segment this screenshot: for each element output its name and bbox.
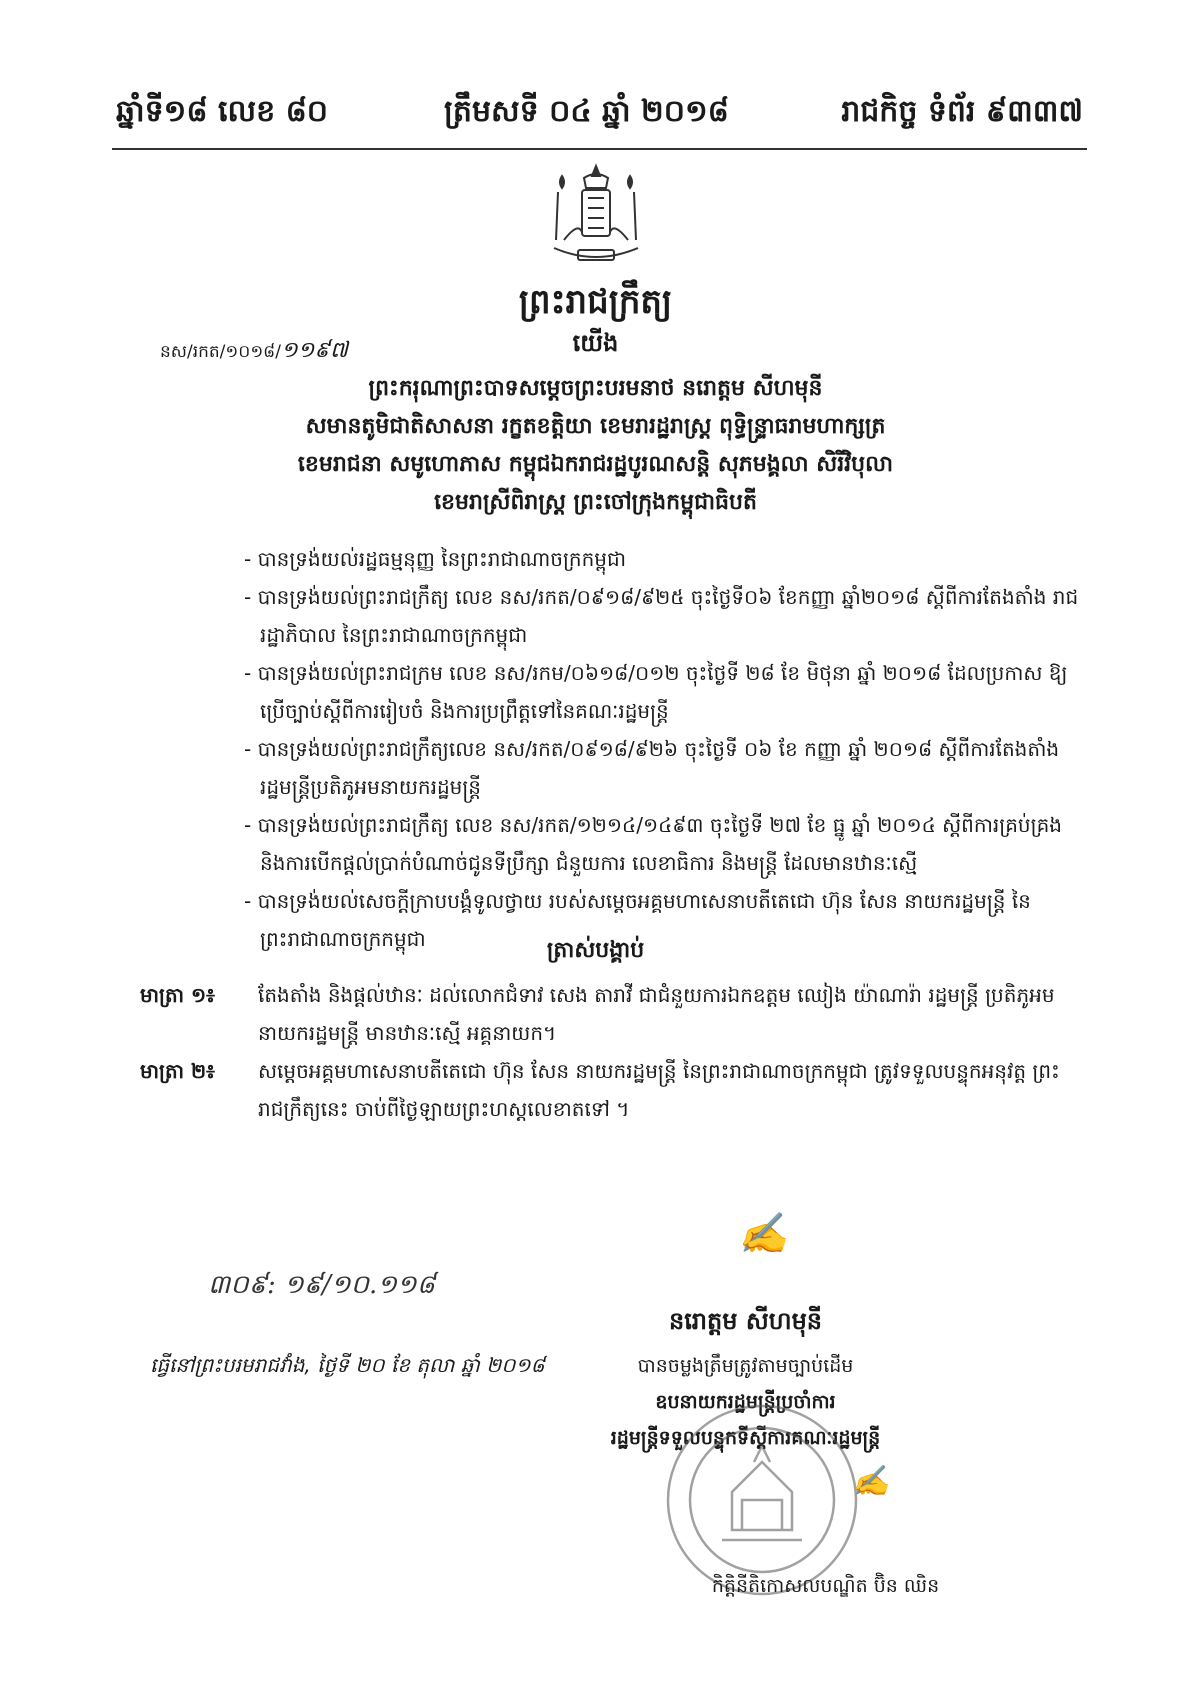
signer-name: នរោត្តម សីហមុនី	[668, 1307, 823, 1335]
order-heading: ត្រាស់បង្គាប់	[546, 938, 645, 963]
header-divider	[112, 148, 1087, 150]
certification-line: បានចម្លងត្រឹមត្រូវតាមច្បាប់ដើម	[637, 1355, 854, 1377]
preamble-item: - បានទ្រង់យល់ព្រះរាជក្រឹត្យ លេខ នស/រកត/០៩១៨/៩២៥ ចុះថ្ងៃទី០៦ ខែកញ្ញា ឆ្នាំ២០១៨ ស្តីពីការតែងតាំង រាជរដ្ឋាភិបាល នៃព្រះរាជាណាចក្រកម្ពុជា	[244, 585, 1079, 647]
article-text: សម្តេចអគ្គមហាសេនាបតីតេជោ ហ៊ុន សែន នាយករដ្ឋមន្ត្រី នៃព្រះរាជាណាចក្រកម្ពុជា ត្រូវទទួលបន្ទុកអនុវត្ត ព្រះរាជក្រឹត្យនេះ ចាប់ពីថ្ងៃឡាយព្រះហស្តលេខាតទៅ ។	[258, 1059, 1060, 1121]
article-label: មាត្រា ២៖	[140, 1059, 215, 1083]
royal-emblem-icon	[548, 162, 644, 272]
king-title-line: សមានតូមិជាតិសាសនា រក្ខតខត្តិយា ខេមរារដ្ឋរាស្ត្រ ពុទ្ធិន្ទ្រាធរាមហាក្សត្រ	[305, 414, 886, 439]
preamble-item: - បានទ្រង់យល់ព្រះរាជក្រឹត្យលេខ នស/រកត/០៩១៨/៩២៦ ចុះថ្ងៃទី ០៦ ខែ កញ្ញា ឆ្នាំ ២០១៨ ស្តីពីការតែងតាំង រដ្ឋមន្ត្រីប្រតិភូអមនាយករដ្ឋមន្ត្រី	[244, 737, 1060, 799]
king-signature: ✍	[738, 1211, 788, 1257]
certification-line: រដ្ឋមន្ត្រីទទួលបន្ទុកទីស្តីការគណៈរដ្ឋមន្ត្រី	[610, 1427, 881, 1449]
minister-initials-signature: ✍	[852, 1464, 890, 1499]
document-subtitle: យើង	[572, 329, 619, 357]
certification-line: ឧបនាយករដ្ឋមន្ត្រីប្រចាំការ	[655, 1391, 836, 1413]
preamble-item: - បានទ្រង់យល់សេចក្តីក្រាបបង្គំទូលថ្វាយ របស់សម្តេចអគ្គមហាសេនាបតីតេជោ ហ៊ុន សែន នាយករដ្ឋមន្ត្រី នៃ ព្រះរាជាណាចក្រកម្ពុជា	[244, 889, 1031, 951]
gazette-issue: ឆ្នាំទី១៨ លេខ ៨០	[116, 94, 329, 129]
article-text: តែងតាំង និងផ្តល់ឋានៈ ដល់លោកជំទាវ សេង តារាវី ជាជំនួយការឯកឧត្តម ឈៀង យ៉ាណារ៉ា រដ្ឋមន្ត្រី ប្រតិភូអមនាយករដ្ឋមន្ត្រី មានឋានៈស្មើ អគ្គនាយក។	[258, 983, 1055, 1045]
gazette-page-number: រាជកិច្ច ទំព័រ ៩៣៣៧	[841, 94, 1083, 129]
preamble-item: - បានទ្រង់យល់ព្រះរាជក្រម លេខ នស/រកម/០៦១៨/០១២ ចុះថ្ងៃទី ២៨ ខែ មិថុនា ឆ្នាំ ២០១៨ ដែលប្រកាស ឱ្យប្រើច្បាប់ស្តីពីការរៀបចំ និងការប្រព្រឹត្តទៅនៃគណៈរដ្ឋមន្ត្រី	[244, 661, 1068, 723]
place-and-date: ធ្វើនៅព្រះបរមរាជវាំង, ថ្ងៃទី ២០ ខែ តុលា ឆ្នាំ ២០១៨	[150, 1353, 545, 1377]
article-label: មាត្រា ១៖	[140, 983, 215, 1007]
reference-handwritten: ១១៩៧	[280, 338, 348, 363]
king-title-line: ព្រះករុណាព្រះបាទសម្តេចព្រះបរមនាថ នរោត្តម សីហមុនី	[368, 376, 823, 401]
reference-printed: នស/រកត/១០១៨/	[160, 342, 281, 362]
preamble-item: - បានទ្រង់យល់រដ្ឋធម្មនុញ្ញ នៃព្រះរាជាណាចក្រកម្ពុជា	[244, 547, 627, 571]
document-title: ព្រះរាជក្រឹត្យ	[518, 282, 673, 322]
official-seal-icon	[662, 1400, 862, 1600]
king-title-line: ខេមរាស្រីពិរាស្ត្រ ព្រះចៅក្រុងកម្ពុជាធិបតី	[434, 490, 757, 515]
preamble-item: - បានទ្រង់យល់ព្រះរាជក្រឹត្យ លេខ នស/រកត/១២១៤/១៤៩៣ ចុះថ្ងៃទី ២៧ ខែ ធ្នូ ឆ្នាំ ២០១៤ ស្តីពីការគ្រប់គ្រង និងការបើកផ្តល់ប្រាក់បំណាច់ជូនទីប្រឹក្សា ជំនួយការ លេខាធិការ និងមន្ត្រី ដែលមានឋានៈស្មើ	[244, 813, 1062, 875]
minister-name: កិត្តិនីតិកោសលបណ្ឌិត ប៊ិន ឈិន	[711, 1575, 940, 1597]
king-title-line: ខេមរាជនា សមូហោភាស កម្ពុជឯករាជរដ្ឋបូរណសន្តិ សុភមង្គលា សិរីវិបុលា	[297, 452, 894, 477]
handwritten-note: ៣០៩: ១៩/១០.១១៨	[208, 1270, 436, 1300]
gazette-date: ត្រឹមសទី ០៤ ឆ្នាំ ២០១៨	[444, 94, 729, 129]
preamble-list	[244, 540, 1082, 958]
article	[140, 1052, 1085, 1128]
article	[140, 976, 1085, 1052]
